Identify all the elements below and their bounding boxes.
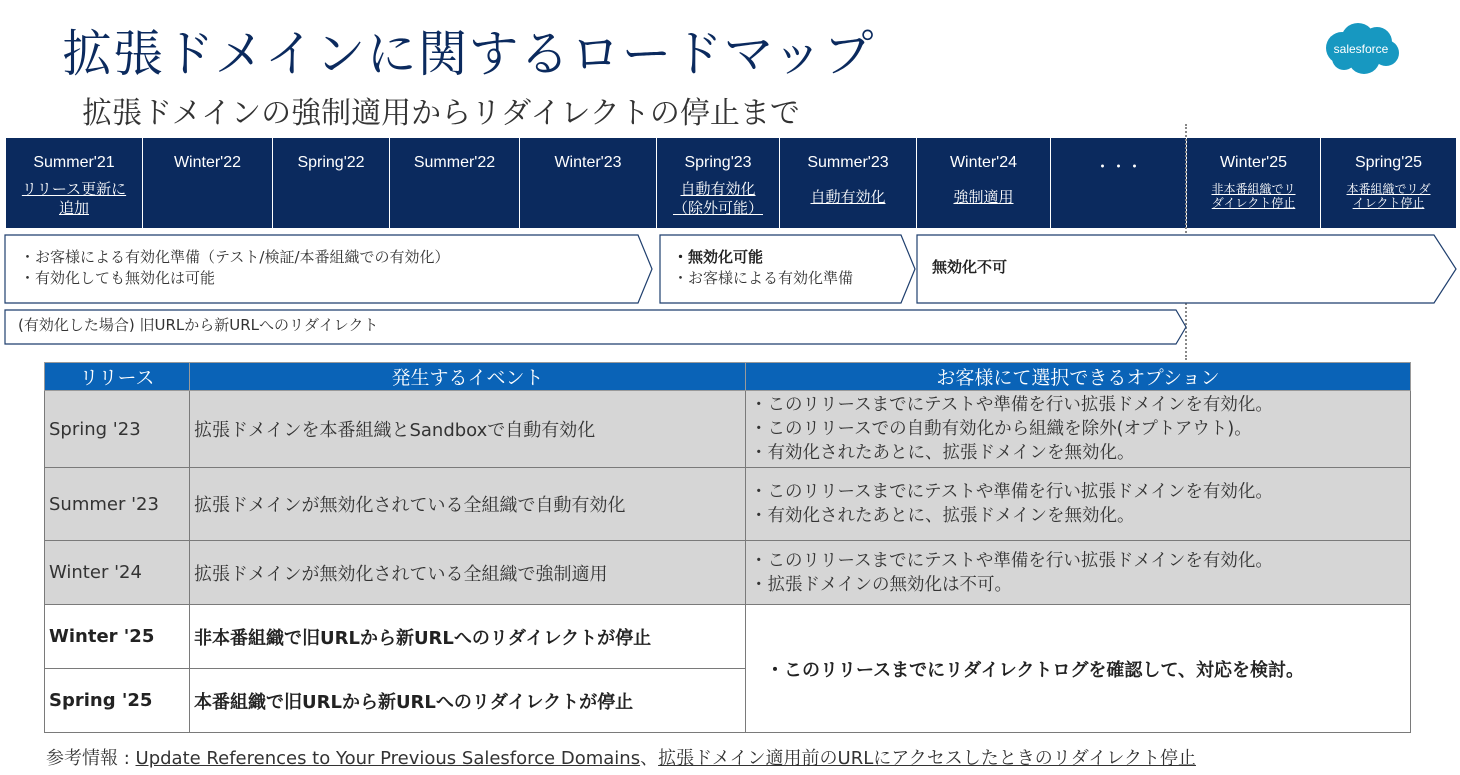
- row-options: [746, 541, 1411, 605]
- reference-footer: [46, 744, 1196, 770]
- timeline-cell: [6, 138, 143, 228]
- timeline-cell: [657, 138, 780, 228]
- row-options: [746, 391, 1411, 468]
- timeline-cell: [780, 138, 917, 228]
- row-event: 拡張ドメインが無効化されている全組織で強制適用: [190, 541, 746, 605]
- timeline-label[interactable]: 自動有効化（除外可能）: [672, 180, 763, 217]
- table-row: [45, 391, 1411, 468]
- col-header-options: お客様にて選択できるオプション: [746, 363, 1411, 391]
- timeline-cell: [1321, 138, 1457, 228]
- phase-arrow-1: [4, 234, 654, 304]
- logo-text: salesforce: [1333, 42, 1389, 56]
- timeline-release: Winter'23: [554, 154, 622, 171]
- timeline-cell: [520, 138, 657, 228]
- timeline-release: Summer'22: [413, 154, 496, 171]
- redirect-text: (有効化した場合) 旧URLから新URLへのリダイレクト: [18, 316, 379, 334]
- timeline-release: Summer'21: [33, 154, 115, 171]
- salesforce-logo: [1320, 20, 1402, 76]
- table-row: [45, 541, 1411, 605]
- timeline-label[interactable]: リリース更新に追加: [21, 180, 127, 217]
- timeline-ellipsis: ・・・: [1094, 159, 1143, 176]
- row-event: 拡張ドメインが無効化されている全組織で自動有効化: [190, 468, 746, 541]
- row-event: 本番組織で旧URLから新URLへのリダイレクトが停止: [190, 669, 746, 733]
- timeline-release: Winter'22: [173, 154, 242, 171]
- timeline-release: Winter'24: [949, 154, 1018, 171]
- release-timeline: [6, 138, 1457, 228]
- timeline-release: Winter'25: [1219, 154, 1288, 171]
- timeline-cell: [390, 138, 520, 228]
- timeline-label[interactable]: 本番組織でリダイレクト停止: [1346, 182, 1431, 210]
- option-item: ・このリリースまでにテストや準備を行い拡張ドメインを有効化。: [750, 482, 1273, 502]
- phase-1-line: ・有効化しても無効化は可能: [20, 269, 216, 287]
- phase-3-bold: 無効化不可: [932, 258, 1008, 276]
- option-item: ・拡張ドメインの無効化は不可。: [750, 574, 1012, 595]
- option-item: ・このリリースまでにテストや準備を行い拡張ドメインを有効化。: [750, 550, 1273, 571]
- redirect-arrow: [4, 309, 1188, 345]
- reference-link-domains[interactable]: Update References to Your Previous Salesforce Domains: [135, 748, 641, 769]
- page-subtitle: 拡張ドメインの強制適用からリダイレクトの停止まで: [82, 96, 800, 131]
- col-header-event: 発生するイベント: [190, 363, 746, 391]
- row-options: [746, 468, 1411, 541]
- option-item: ・このリリースでの自動有効化から組織を除外(オプトアウト)。: [750, 419, 1252, 439]
- footer-separator: 、: [640, 748, 659, 769]
- row-event: 拡張ドメインを本番組織とSandboxで自動有効化: [190, 391, 746, 468]
- timeline-release: Spring'25: [1354, 154, 1423, 171]
- reference-link-redirect[interactable]: 拡張ドメイン適用前のURLにアクセスしたときのリダイレクト停止: [658, 748, 1196, 769]
- timeline-label[interactable]: 非本番組織でリダイレクト停止: [1211, 182, 1296, 210]
- table-row: [45, 468, 1411, 541]
- timeline-release: Spring'23: [684, 154, 752, 171]
- col-header-release: リリース: [45, 363, 190, 391]
- events-table: [44, 362, 1411, 733]
- timeline-release: Spring'22: [297, 154, 365, 171]
- option-item: ・有効化されたあとに、拡張ドメインを無効化。: [750, 506, 1135, 526]
- row-release: Spring '23: [45, 391, 190, 468]
- phase-2-bold: ・無効化可能: [673, 248, 764, 266]
- row-release: Summer '23: [45, 468, 190, 541]
- row-options-merged: ・このリリースまでにリダイレクトログを確認して、対応を検討。: [746, 605, 1411, 733]
- row-release: Spring '25: [45, 669, 190, 733]
- timeline-cell: [1187, 138, 1321, 228]
- option-item: ・有効化されたあとに、拡張ドメインを無効化。: [750, 443, 1135, 463]
- row-release: Winter '25: [45, 605, 190, 669]
- timeline-label[interactable]: 強制適用: [953, 188, 1014, 206]
- option-item: ・このリリースまでにテストや準備を行い拡張ドメインを有効化。: [750, 395, 1273, 415]
- phase-2-line: ・お客様による有効化準備: [673, 269, 854, 287]
- table-row: [45, 605, 1411, 669]
- timeline-cell: [1051, 138, 1187, 228]
- timeline-cell: [273, 138, 390, 228]
- page-title: 拡張ドメインに関するロードマップ: [62, 25, 875, 83]
- phase-arrow-2: [659, 234, 917, 304]
- phase-1-line: ・お客様による有効化準備（テスト/検証/本番組織での有効化）: [20, 248, 450, 266]
- table-header-row: [45, 363, 1411, 391]
- timeline-label[interactable]: 自動有効化: [810, 188, 886, 206]
- phase-arrow-3: [916, 234, 1458, 304]
- timeline-cell: [143, 138, 273, 228]
- row-event: 非本番組織で旧URLから新URLへのリダイレクトが停止: [190, 605, 746, 669]
- footer-prefix: 参考情報 :: [46, 748, 136, 769]
- row-release: Winter '24: [45, 541, 190, 605]
- timeline-release: Summer'23: [807, 154, 889, 171]
- timeline-cell: [917, 138, 1051, 228]
